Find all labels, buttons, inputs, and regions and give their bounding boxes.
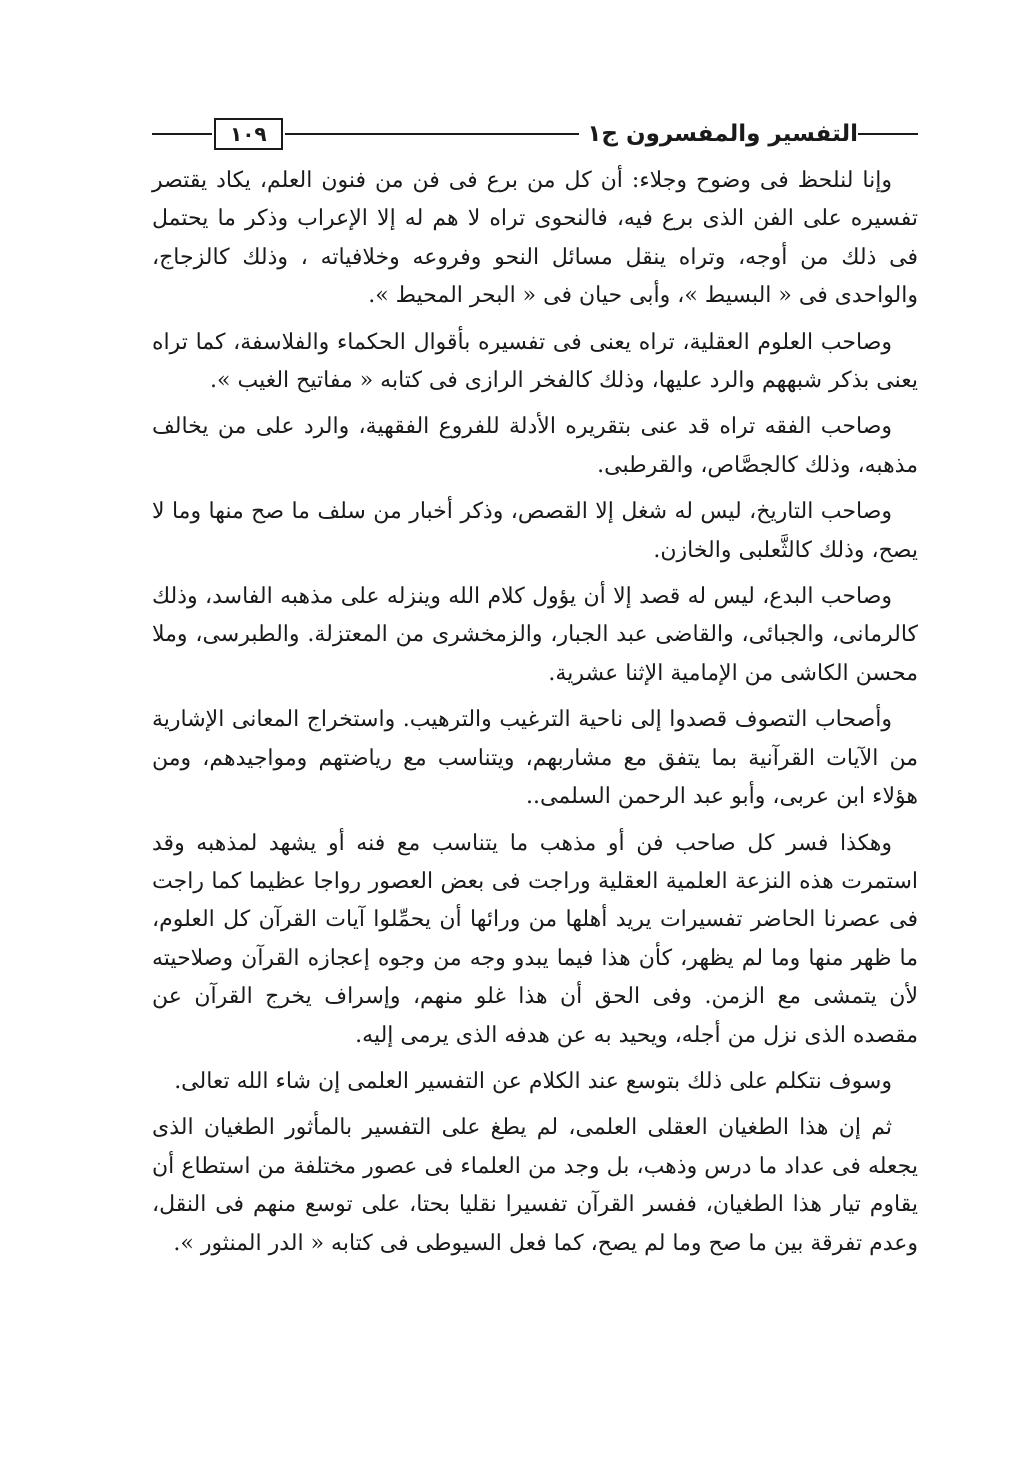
paragraph: وهكذا فسر كل صاحب فن أو مذهب ما يتناسب مع فنه أو يشهد لمذهبه وقد استمرت هذه النزعة العلمية العقلية وراجت فى بعض العصور رواجا عظيما كما راجت فى عصرنا الحاضر تفسيرات يريد أهلها من ورائها أن يحمِّلوا آيات القرآن كل العلوم، ما ظهر منها وما لم يظهر، كأن هذا فيما يبدو وجه من وجوه إعجازه القرآن وصلاحيته لأن يتمشى مع الزمن. وفى الحق أن هذا غلو منهم، وإسراف يخرج القرآن عن مقصده الذى نزل من أجله، ويحيد به عن هدفه الذى يرمى إليه. <box>152 830 918 1048</box>
header-rule-left <box>152 133 212 135</box>
paragraph: وصاحب الفقه تراه قد عنى بتقريره الأدلة للفروع الفقهية، والرد على من يخالف مذهبه، وذلك كالجصَّاص، والقرطبى. <box>152 414 918 478</box>
paragraph: وإنا لنلحظ فى وضوح وجلاء: أن كل من برع فى فن من فنون العلم، يكاد يقتصر تفسيره على الفن الذى برع فيه، فالنحوى تراه لا هم له إلا الإعراب وذكر ما يحتمل فى ذلك من أوجه، وتراه ينقل مسائل النحو وفروعه وخلافياته ، وذلك كالزجاج، والواحدى فى « البسيط »، وأبى حيان فى « البحر المحيط ». <box>152 168 918 309</box>
paragraph: وصاحب البدع، ليس له قصد إلا أن يؤول كلام الله وينزله على مذهبه الفاسد، وذلك كالرمانى، والجبائى، والقاضى عبد الجبار، والزمخشرى من المعتزلة. والطبرسى، وملا محسن الكاشى من الإمامية الإثنا عشرية. <box>152 584 918 686</box>
header-rule-middle <box>285 133 580 135</box>
running-header <box>152 112 918 156</box>
body-text <box>152 162 918 1263</box>
paragraph: وصاحب التاريخ، ليس له شغل إلا القصص، وذكر أخبار من سلف ما صح منها وما لا يصح، وذلك كالثَّعلبى والخازن. <box>152 499 918 563</box>
paragraph: وأصحاب التصوف قصدوا إلى ناحية الترغيب والترهيب. واستخراج المعانى الإشارية من الآيات القرآنية بما يتفق مع مشاربهم، ويتناسب مع رياضتهم ومواجيدهم، ومن هؤلاء ابن عربى، وأبو عبد الرحمن السلمى.. <box>152 707 918 810</box>
paragraph: ثم إن هذا الطغيان العقلى العلمى، لم يطغ على التفسير بالمأثور الطغيان الذى يجعله فى عداد ما درس وذهب، بل وجد من العلماء فى عصور مختلفة من استطاع أن يقاوم تيار هذا الطغيان، ففسر القرآن تفسيرا نقليا بحتا، على توسع منهم فى النقل، وعدم تفرقة بين ما صح وما لم يصح، كما فعل السيوطى فى كتابه « الدر المنثور ». <box>152 1115 918 1256</box>
paragraph: وسوف نتكلم على ذلك بتوسع عند الكلام عن التفسير العلمى إن شاء الله تعالى. <box>174 1068 892 1094</box>
header-rule-right <box>858 133 918 135</box>
header-title: التفسير والمفسرون ج١ <box>587 121 858 147</box>
page <box>152 112 918 1271</box>
paragraph: وصاحب العلوم العقلية، تراه يعنى فى تفسيره بأقوال الحكماء والفلاسفة، كما تراه يعنى بذكر شبههم والرد عليها، وذلك كالفخر الرازى فى كتابه « مفاتيح الغيب ». <box>152 329 918 394</box>
page-number: ١٠٩ <box>214 118 283 150</box>
